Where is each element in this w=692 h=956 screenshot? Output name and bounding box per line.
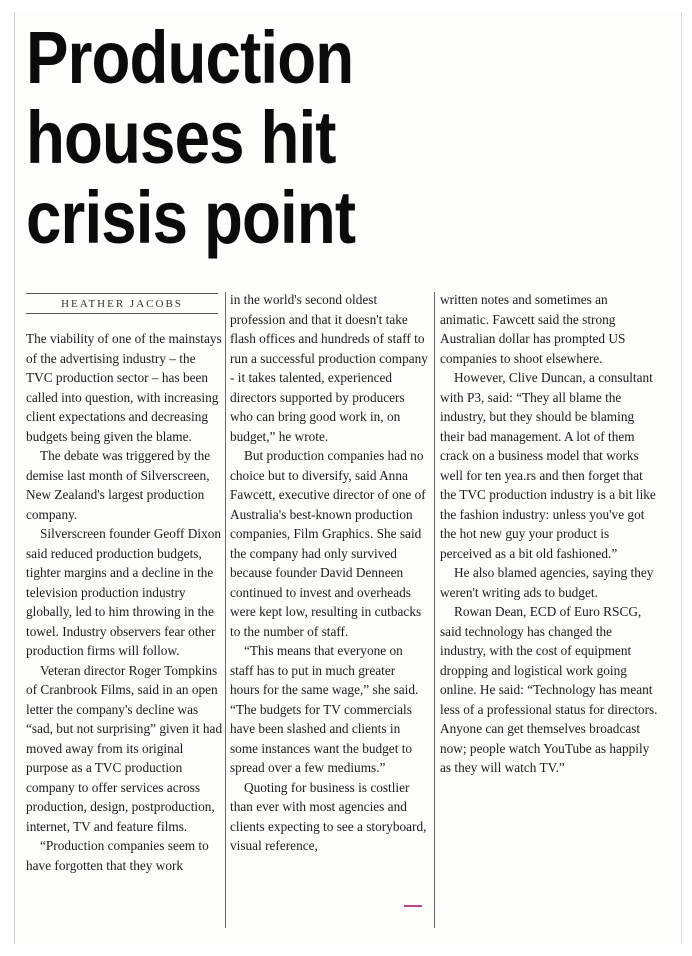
paragraph: The debate was triggered by the demise last month of Silverscreen, New Zealand's largest production company.	[26, 448, 211, 522]
headline	[26, 18, 387, 258]
byline: HEATHER JACOBS	[26, 293, 218, 314]
headline-line-2: houses hit	[26, 96, 336, 179]
ink-mark	[404, 905, 422, 907]
paragraph: Silverscreen founder Geoff Dixon said reduced production budgets, tighter margins and a decline in the television production industry globally, led to him throwing in the towel. Industry observers fear other production firms will follow.	[26, 526, 222, 658]
paragraph: in the world's second oldest profession and that it doesn't take flash offices and hundreds of staff to run a successful production company - it takes talented, experienced directors supported by producers who can bring good work in, on budget,” he wrote.	[230, 292, 428, 444]
paragraph: The viability of one of the mainstays of the advertising industry – the TVC production sector – has been called into question, with increasing client expectations and decreasing budgets being given the blame.	[26, 331, 222, 444]
paragraph: “This means that everyone on staff has to put in much greater hours for the same wage,” she said. “The budgets for TV commercials have been slashed and clients in some instances want the budget to spread over a few mediums.”	[230, 643, 419, 775]
column-divider	[434, 292, 435, 928]
paragraph: However, Clive Duncan, a consultant with P3, said: “They all blame the industry, but they should be blaming their bad management. A lot of them crack on a business model that works well for ten yea.rs and then forget that the TVC production industry is a bit like the fashion industry: unless you've got the hot new guy your product is perceived as a bit old fashioned.”	[440, 370, 656, 561]
article-column-3	[440, 290, 658, 778]
paragraph: Veteran director Roger Tompkins of Cranbrook Films, said in an open letter the company's decline was “sad, but not surprising” given it had moved away from its original purpose as a TVC production company to offer services across production, design, postproduction, internet, TV and feature films.	[26, 662, 223, 834]
headline-line-1: Production	[26, 16, 354, 99]
article-column-2	[230, 290, 428, 856]
column-divider	[225, 292, 226, 928]
paragraph: But production companies had no choice but to diversify, said Anna Fawcett, executive director of one of Australia's best-known production companies, Film Graphics. She said the company had only survived because founder David Denneen continued to invest and overheads were kept low, resulting in cutbacks to the number of staff.	[230, 448, 426, 639]
paragraph: Quoting for business is costlier than ever with most agencies and clients expecting to see a storyboard, visual reference,	[230, 779, 427, 853]
paragraph: Rowan Dean, ECD of Euro RSCG, said technology has changed the industry, with the cost of equipment dropping and logistical work going online. He said: “Technology has meant less of a professional status for directors. Anyone can get themselves broadcast now; people watch YouTube as happily as they will watch TV.”	[440, 604, 658, 775]
paragraph: written notes and sometimes an animatic. Fawcett said the strong Australian dollar has prompted US companies to shoot elsewhere.	[440, 292, 626, 366]
paragraph: He also blamed agencies, saying they weren't writing ads to budget.	[440, 565, 654, 600]
article-column-1	[26, 329, 224, 875]
paragraph: “Production companies seem to have forgotten that they work	[26, 838, 209, 873]
headline-line-3: crisis point	[26, 176, 356, 259]
